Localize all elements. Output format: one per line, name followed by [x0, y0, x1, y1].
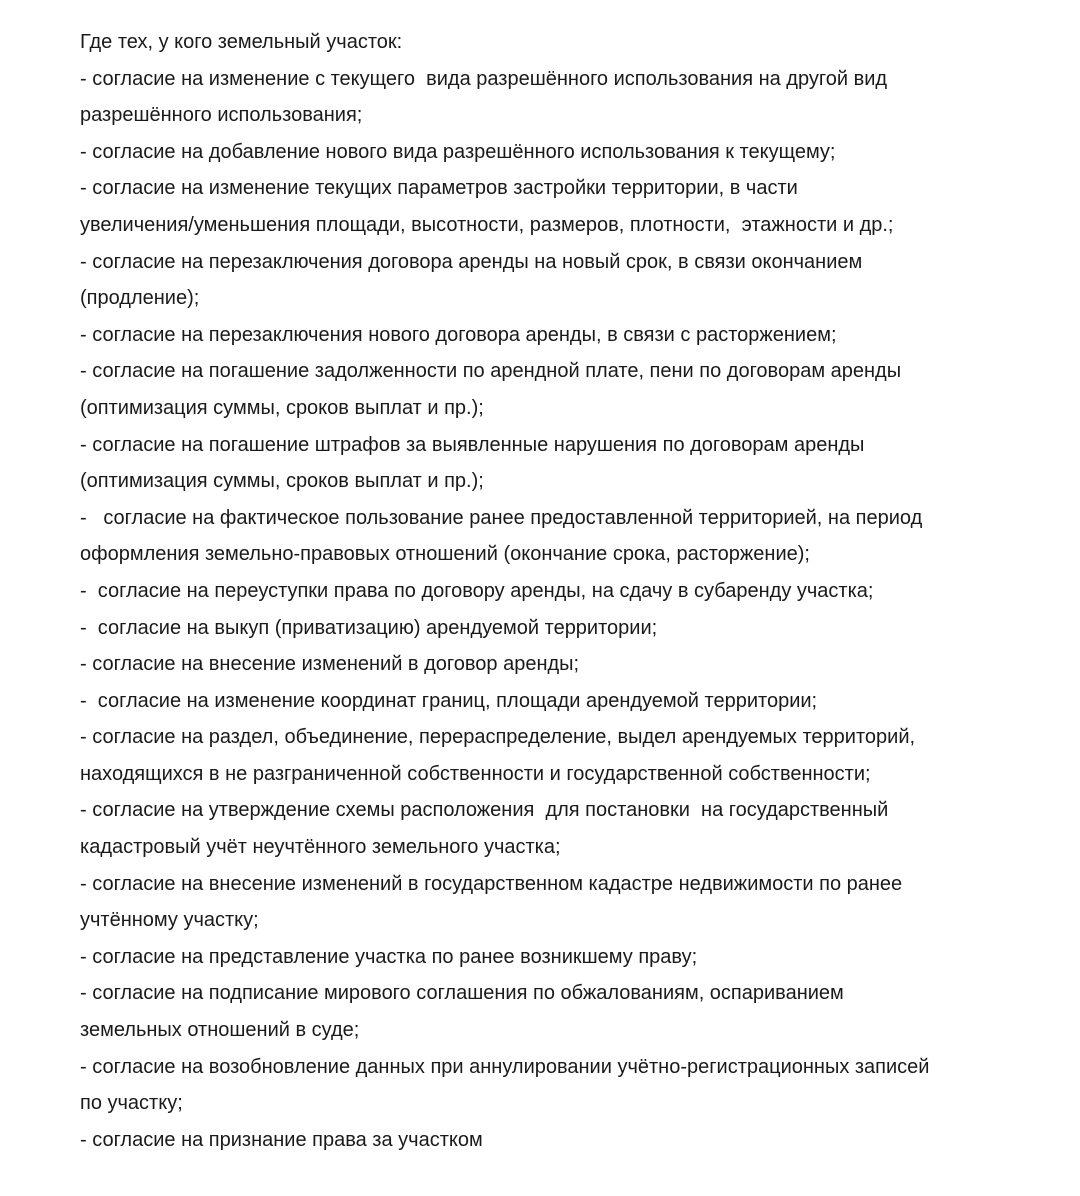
text-line: - согласие на переуступки права по договору аренды, на сдачу в субаренду участка;: [80, 579, 874, 602]
text-line: - согласие на перезаключения нового договора аренды, в связи с расторжением;: [80, 323, 837, 346]
text-line: - согласие на фактическое пользование ранее предоставленной территорией, на период: [80, 506, 923, 529]
text-line: оформления земельно-правовых отношений (окончание срока, расторжение);: [80, 543, 810, 566]
text-line: - согласие на возобновление данных при аннулировании учётно-регистрационных записей: [80, 1055, 930, 1078]
text-line: - согласие на перезаключения договора аренды на новый срок, в связи окончанием: [80, 250, 863, 273]
text-line: увеличения/уменьшения площади, высотности, размеров, плотности, этажности и др.;: [80, 213, 894, 236]
text-line: - согласие на выкуп (приватизацию) арендуемой территории;: [80, 616, 658, 639]
text-line: - согласие на раздел, объединение, перераспределение, выдел арендуемых территорий,: [80, 726, 916, 749]
text-line: - согласие на изменение с текущего вида разрешённого использования на другой вид: [80, 67, 888, 90]
text-line: - согласие на внесение изменений в государственном кадастре недвижимости по ранее: [80, 872, 903, 895]
text-line: земельных отношений в суде;: [80, 1019, 360, 1042]
document-body: [80, 24, 1060, 1158]
text-line: - согласие на добавление нового вида разрешённого использования к текущему;: [80, 140, 836, 163]
text-line: - согласие на погашение штрафов за выявленные нарушения по договорам аренды: [80, 433, 865, 456]
text-line: находящихся в не разграниченной собственности и государственной собственности;: [80, 762, 871, 785]
document-heading: Где тех, у кого земельный участок:: [80, 31, 403, 53]
text-line: - согласие на подписание мирового соглашения по обжалованиям, оспариванием: [80, 982, 844, 1005]
text-line: - согласие на признание права за участком: [80, 1128, 483, 1151]
text-line: (продление);: [80, 287, 200, 310]
text-line: по участку;: [80, 1092, 183, 1115]
text-line: - согласие на изменение текущих параметров застройки территории, в части: [80, 177, 798, 200]
text-line: - согласие на внесение изменений в договор аренды;: [80, 653, 580, 676]
text-line: - согласие на изменение координат границ, площади арендуемой территории;: [80, 689, 818, 712]
text-line: - согласие на погашение задолженности по арендной плате, пени по договорам аренды: [80, 360, 902, 383]
text-line: (оптимизация суммы, сроков выплат и пр.);: [80, 470, 484, 493]
text-line: - согласие на утверждение схемы расположения для постановки на государственный: [80, 799, 889, 822]
text-line: разрешённого использования;: [80, 104, 363, 127]
text-line: кадастровый учёт неучтённого земельного участка;: [80, 836, 561, 859]
text-line: учтённому участку;: [80, 909, 259, 932]
text-line: - согласие на представление участка по ранее возникшему праву;: [80, 945, 698, 968]
text-line: (оптимизация суммы, сроков выплат и пр.);: [80, 396, 484, 419]
